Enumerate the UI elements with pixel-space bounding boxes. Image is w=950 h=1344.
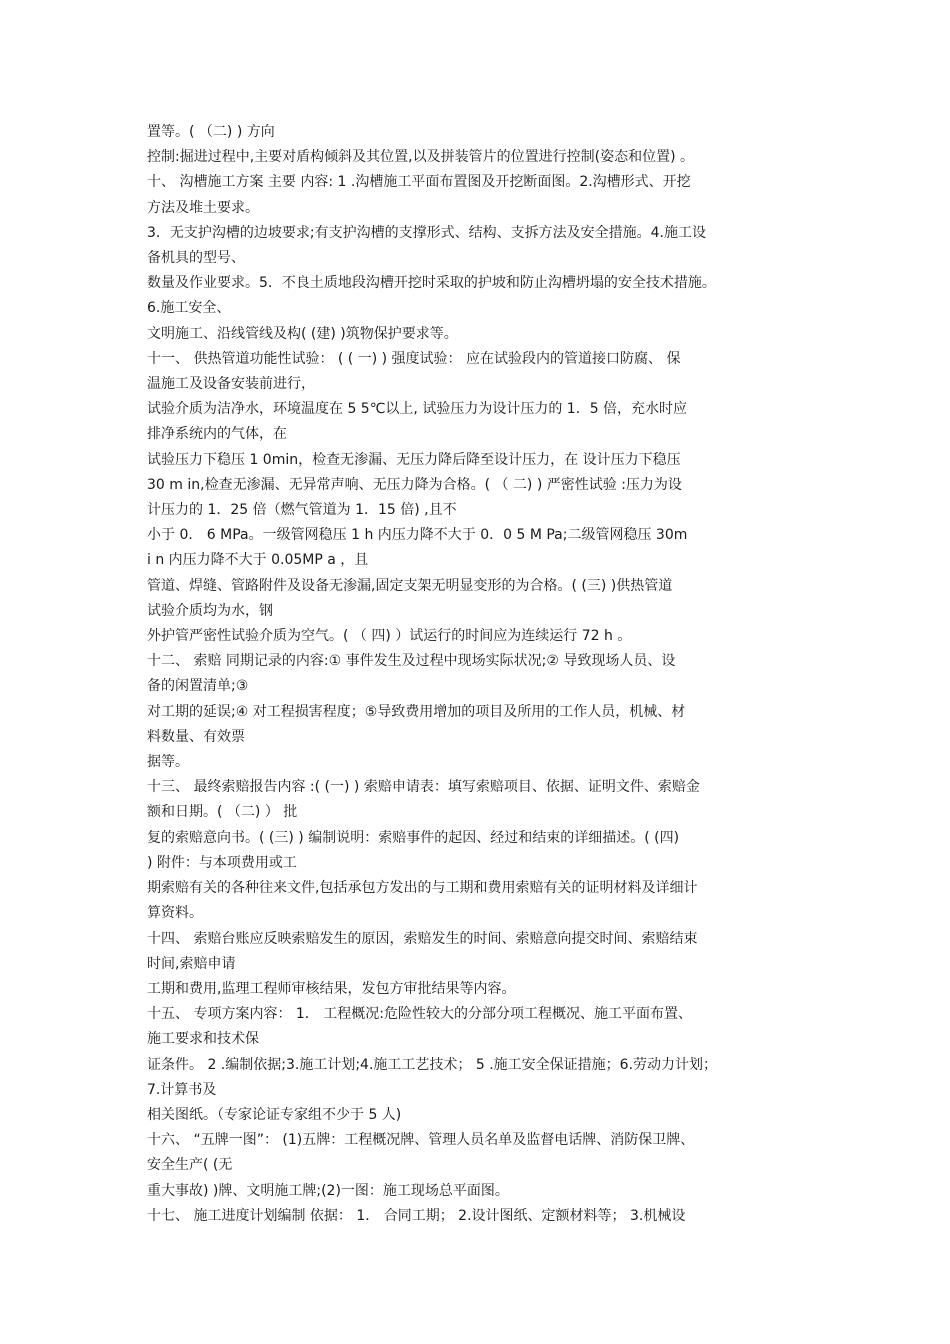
text-line: 6.施工安全、 — [147, 300, 231, 317]
text-line: i n 内压力降不大于 0.05MP a ，且 — [147, 552, 369, 569]
text-line: 文明施工、沿线管线及构( (建) )筑物保护要求等。 — [147, 325, 458, 342]
text-line: 30 m in,检查无渗漏、无异常声响、无压力降为合格。( （ 二) ) 严密性试验 :压力为设 — [147, 476, 682, 493]
text-line: 小于 0． 6 MPa。一级管网稳压 1 h 内压力降不大于 0．0 5 M Pa;二级管网稳压 30m — [147, 527, 688, 544]
text-line: 十一、 供热管道功能性试验： ( ( 一) ) 强度试验： 应在试验段内的管道接口防腐、 保 — [147, 350, 681, 367]
text-line: 备的闲置清单;③ — [147, 678, 249, 695]
text-line: 试验介质均为水，钢 — [147, 602, 273, 619]
text-line: 外护管严密性试验介质为空气。( （ 四) ）试运行的时间应为连续运行 72 h 。 — [147, 628, 632, 645]
text-line: 期索赔有关的各种往来文件,包括承包方发出的与工期和费用索赔有关的证明材料及详细计 — [147, 880, 698, 897]
text-line: 相关图纸。（专家论证专家组不少于 5 人) — [147, 1106, 402, 1123]
text-line: ) 附件：与本项费用或工 — [147, 854, 297, 871]
text-line: 对工期的延误;④ 对工程损害程度；⑤导致费用增加的项目及所用的工作人员，机械、材 — [147, 703, 686, 720]
text-line: 重大事故) )牌、文明施工牌;(2)一图：施工现场总平面图。 — [147, 1182, 509, 1199]
text-line: 料数量、有效票 — [147, 728, 245, 745]
text-line: 控制:掘进过程中,主要对盾构倾斜及其位置,以及拼装管片的位置进行控制(姿态和位置) 。 — [147, 149, 694, 166]
text-line: 复的索赔意向书。( (三) ) 编制说明：索赔事件的起因、经过和结束的详细描述。( (四) — [147, 829, 680, 846]
text-line: 安全生产( (无 — [147, 1157, 233, 1174]
text-line: 试验压力下稳压 1 0min，检查无渗漏、无压力降后降至设计压力，在 设计压力下稳压 — [147, 451, 681, 468]
text-line: 数量及作业要求。5．不良土质地段沟槽开挖时采取的护坡和防止沟槽坍塌的安全技术措施。 — [147, 275, 716, 292]
text-line: 十五、 专项方案内容： 1． 工程概况:危险性较大的分部分项工程概况、施工平面布置、 — [147, 1006, 692, 1023]
text-line: 施工要求和技术保 — [147, 1031, 259, 1048]
text-line: 管道、焊缝、管路附件及设备无渗漏,固定支架无明显变形的为合格。( (三) )供热管道 — [147, 577, 673, 594]
text-line: 3．无支护沟槽的边坡要求;有支护沟槽的支撑形式、结构、支拆方法及安全措施。4.施工设 — [147, 224, 706, 241]
text-line: 算资料。 — [147, 905, 203, 922]
text-line: 据等。 — [147, 754, 189, 771]
text-line: 排净系统内的气体，在 — [147, 426, 287, 443]
text-line: 备机具的型号、 — [147, 250, 245, 267]
text-line: 方法及堆土要求。 — [147, 199, 259, 216]
text-line: 温施工及设备安装前进行， — [147, 376, 315, 393]
text-line: 证条件。 2 .编制依据;3.施工计划;4.施工工艺技术； 5 .施工安全保证措施；6.劳动力计划； — [147, 1056, 718, 1073]
text-line: 十、 沟槽施工方案 主要 内容: 1 .沟槽施工平面布置图及开挖断面图。2.沟槽形式、开挖 — [147, 174, 691, 191]
text-line: 计压力的 1．25 倍（燃气管道为 1．15 倍) ,且不 — [147, 502, 457, 519]
text-line: 十六、 “五牌一图”： (1)五牌：工程概况牌、管理人员名单及监督电话牌、消防保卫牌、 — [147, 1132, 695, 1149]
text-line: 十七、 施工进度计划编制 依据： 1． 合同工期； 2.设计图纸、定额材料等； 3.机械设 — [147, 1207, 686, 1224]
text-line: 置等。( （二) ) 方向 — [147, 124, 275, 140]
text-line: 十四、 索赔台账应反映索赔发生的原因，索赔发生的时间、索赔意向提交时间、索赔结束 — [147, 930, 698, 947]
text-line: 试验介质为洁净水，环境温度在 5 5℃以上, 试验压力为设计压力的 1．5 倍，充水时应 — [147, 401, 688, 418]
text-line: 额和日期。( （二) ） 批 — [147, 804, 298, 821]
text-line: 7.计算书及 — [147, 1081, 217, 1098]
text-line: 工期和费用,监理工程师审核结果，发包方审批结果等内容。 — [147, 980, 516, 997]
text-line: 十二、 索赔 同期记录的内容:① 事件发生及过程中现场实际状况;② 导致现场人员、设 — [147, 653, 676, 670]
text-line: 十三、 最终索赔报告内容 :( (一) ) 索赔申请表：填写索赔项目、依据、证明文件、索赔金 — [147, 779, 700, 796]
text-line: 时间,索赔申请 — [147, 955, 236, 972]
document-body — [147, 120, 815, 1229]
